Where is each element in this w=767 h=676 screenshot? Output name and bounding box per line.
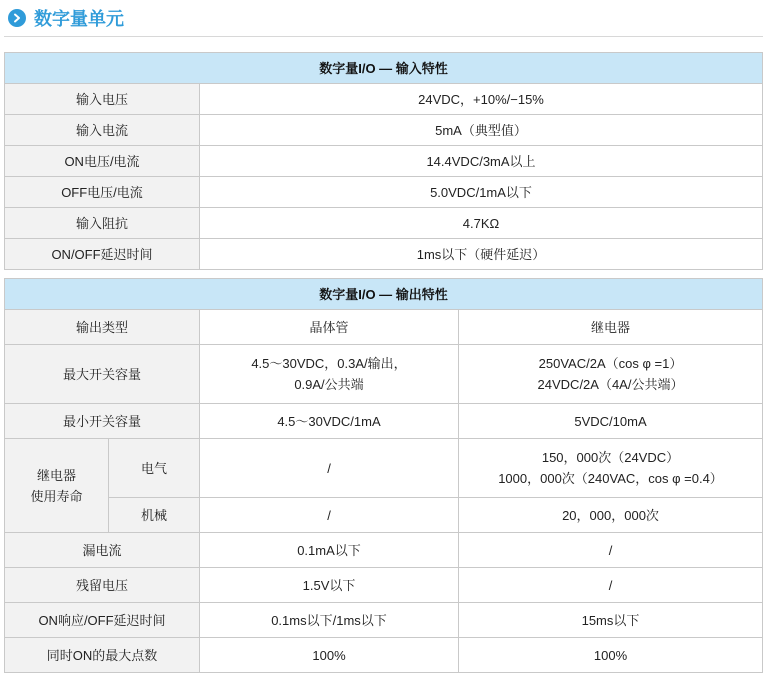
table-row	[5, 208, 763, 239]
row-sublabel: 机械	[109, 498, 200, 533]
value-line: 24VDC/2A（4A/公共端）	[537, 377, 684, 392]
title-divider	[4, 36, 763, 37]
relay-column-header: 继电器	[459, 310, 763, 345]
relay-value: /	[459, 533, 763, 568]
transistor-value: 0.1ms以下/1ms以下	[200, 603, 459, 638]
table-row	[5, 310, 763, 345]
relay-value: 15ms以下	[459, 603, 763, 638]
value-line: 1000，000次（240VAC，cos φ =0.4）	[498, 471, 723, 486]
row-label: 输入电压	[5, 84, 200, 115]
label-line: 继电器	[36, 467, 76, 483]
row-label: 输入电流	[5, 115, 200, 146]
row-label: 输入阻抗	[5, 208, 200, 239]
table-row	[5, 115, 763, 146]
input-table-header: 数字量I/O — 输入特性	[5, 53, 763, 84]
table-row	[5, 568, 763, 603]
transistor-value: 1.5V以下	[200, 568, 459, 603]
table-row	[5, 498, 763, 533]
row-label: 最大开关容量	[5, 345, 200, 404]
value-line: 4.5～30VDC，0.3A/输出，	[251, 356, 407, 371]
relay-value	[459, 345, 763, 404]
row-value: 5.0VDC/1mA以下	[200, 177, 763, 208]
row-value: 5mA（典型值）	[200, 115, 763, 146]
row-value: 1ms以下（硬件延迟）	[200, 239, 763, 270]
relay-life-label	[5, 439, 109, 533]
table-row	[5, 603, 763, 638]
table-row	[5, 439, 763, 498]
transistor-value	[200, 345, 459, 404]
transistor-value: 0.1mA以下	[200, 533, 459, 568]
table-row	[5, 345, 763, 404]
table-row	[5, 146, 763, 177]
relay-value: /	[459, 568, 763, 603]
transistor-value: 100%	[200, 638, 459, 673]
table-row	[5, 533, 763, 568]
relay-value: 5VDC/10mA	[459, 404, 763, 439]
row-label: 同时ON的最大点数	[5, 638, 200, 673]
row-label: ON/OFF延迟时间	[5, 239, 200, 270]
table-row	[5, 404, 763, 439]
table-row	[5, 84, 763, 115]
row-value: 24VDC，+10%/−15%	[200, 84, 763, 115]
relay-value: 20，000，000次	[459, 498, 763, 533]
transistor-column-header: 晶体管	[200, 310, 459, 345]
output-characteristics-table	[4, 278, 763, 673]
row-label: 输出类型	[5, 310, 200, 345]
output-table-header: 数字量I/O — 输出特性	[5, 279, 763, 310]
row-value: 14.4VDC/3mA以上	[200, 146, 763, 177]
table-row	[5, 638, 763, 673]
row-label: 最小开关容量	[5, 404, 200, 439]
input-characteristics-table	[4, 52, 763, 270]
value-line: 250VAC/2A（cos φ =1）	[538, 356, 683, 371]
row-label: 残留电压	[5, 568, 200, 603]
table-row	[5, 177, 763, 208]
row-label: 漏电流	[5, 533, 200, 568]
row-label: ON电压/电流	[5, 146, 200, 177]
transistor-value: /	[200, 439, 459, 498]
row-label: OFF电压/电流	[5, 177, 200, 208]
transistor-value: 4.5～30VDC/1mA	[200, 404, 459, 439]
section-title	[8, 6, 124, 30]
chevron-right-icon	[8, 9, 26, 27]
row-label: ON响应/OFF延迟时间	[5, 603, 200, 638]
value-line: 0.9A/公共端	[294, 377, 364, 392]
label-line: 使用寿命	[30, 488, 83, 504]
value-line: 150，000次（24VDC）	[541, 450, 680, 465]
page-title: 数字量单元	[34, 9, 124, 29]
row-value: 4.7KΩ	[200, 208, 763, 239]
relay-value	[459, 439, 763, 498]
relay-value: 100%	[459, 638, 763, 673]
table-row	[5, 239, 763, 270]
row-sublabel: 电气	[109, 439, 200, 498]
transistor-value: /	[200, 498, 459, 533]
